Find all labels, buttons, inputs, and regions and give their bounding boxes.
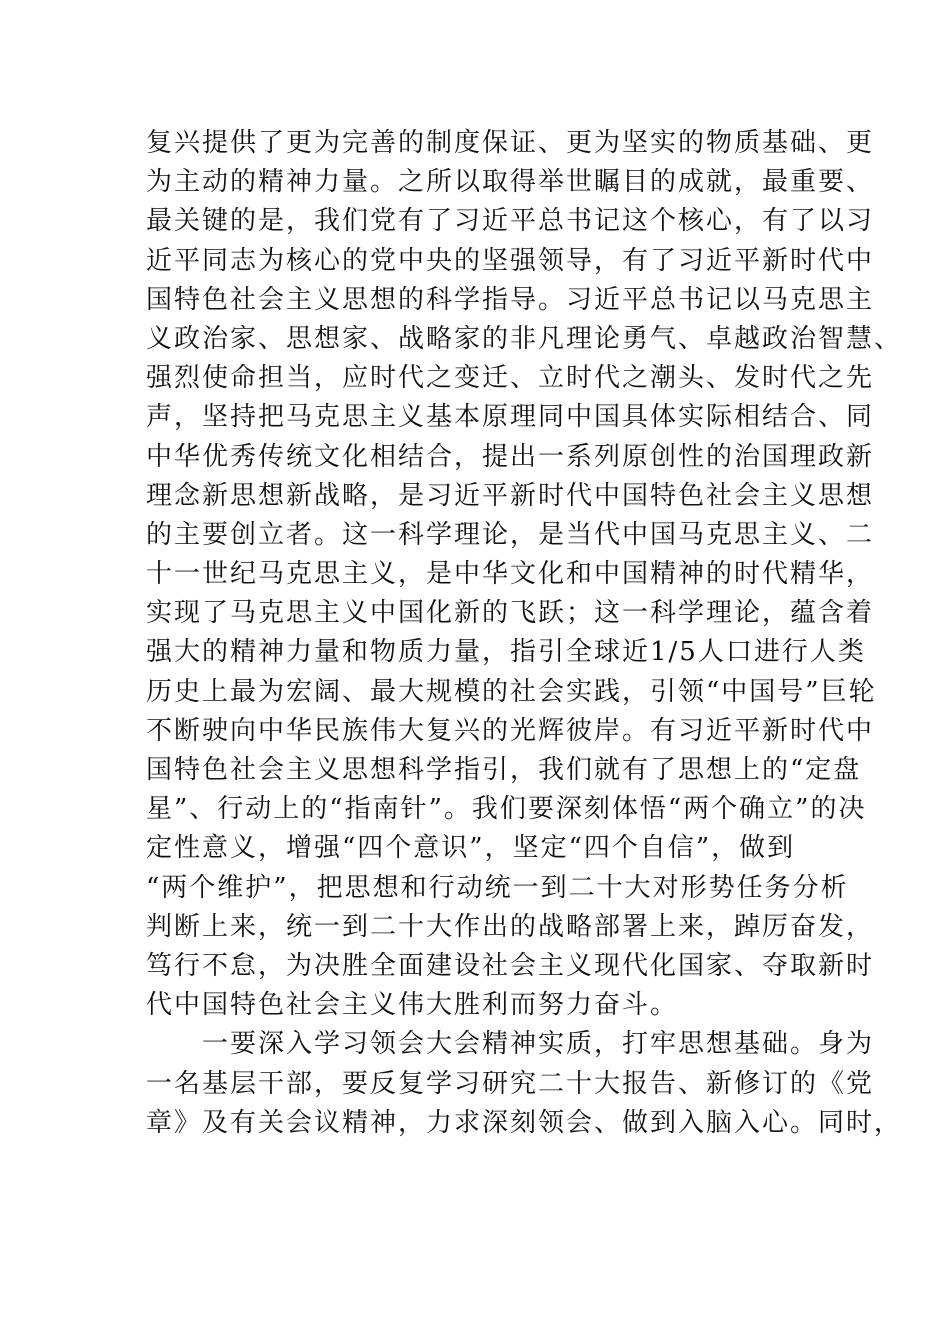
text-line: 一要深入学习领会大会精神实质，打牢思想基础。身为 — [202, 1029, 875, 1060]
text-line: 历史上最为宏阔、最大规模的社会实践，引领“中国号”巨轮 — [146, 676, 877, 707]
text-line: 章》及有关会议精神，力求深刻领会、做到入脑入心。同时， — [146, 1107, 903, 1138]
text-line: 星”、行动上的“指南针”。我们要深刻体悟“两个确立”的决 — [146, 794, 867, 825]
text-line: 国特色社会主义思想的科学指导。习近平总书记以马克思主 — [146, 284, 875, 315]
text-line: 近平同志为核心的党中央的坚强领导，有了习近平新时代中 — [146, 245, 875, 276]
paragraph-1 — [146, 124, 903, 1025]
text-line: 十一世纪马克思主义，是中华文化和中国精神的时代精华， — [146, 559, 875, 590]
text-line: 复兴提供了更为完善的制度保证、更为坚实的物质基础、更 — [146, 128, 875, 158]
text-line: 最关键的是，我们党有了习近平总书记这个核心，有了以习 — [146, 206, 875, 237]
text-line: 强大的精神力量和物质力量，指引全球近1/5人口进行人类 — [146, 637, 866, 668]
text-line: 笃行不怠，为决胜全面建设社会主义现代化国家、夺取新时 — [146, 950, 875, 981]
text-line: 国特色社会主义思想科学指引，我们就有了思想上的“定盘 — [146, 755, 862, 785]
text-line: 中华优秀传统文化相结合，提出一系列原创性的治国理政新 — [146, 441, 875, 472]
text-line: 声，坚持把马克思主义基本原理同中国具体实际相结合、同 — [146, 402, 875, 433]
paragraph-2 — [146, 1025, 903, 1143]
text-line: 的主要创立者。这一科学理论，是当代中国马克思主义、二 — [146, 519, 875, 550]
text-line: 强烈使命担当，应时代之变迁、立时代之潮头、发时代之先 — [146, 363, 875, 394]
text-line: 判断上来，统一到二十大作出的战略部署上来，踔厉奋发， — [146, 911, 875, 942]
text-line: 代中国特色社会主义伟大胜利而努力奋斗。 — [146, 990, 679, 1021]
document-body — [146, 124, 903, 1143]
text-line: 不断驶向中华民族伟大复兴的光辉彼岸。有习近平新时代中 — [146, 715, 875, 746]
text-line: 为主动的精神力量。之所以取得举世瞩目的成就，最重要、 — [146, 167, 875, 198]
text-line: 定性意义，增强“四个意识”，坚定“四个自信”，做到 — [146, 833, 796, 864]
text-line: 理念新思想新战略，是习近平新时代中国特色社会主义思想 — [146, 480, 875, 511]
text-line: “两个维护”，把思想和行动统一到二十大对形势任务分析 — [146, 872, 849, 903]
text-line: 义政治家、思想家、战略家的非凡理论勇气、卓越政治智慧、 — [146, 323, 903, 354]
text-line: 实现了马克思主义中国化新的飞跃；这一科学理论，蕴含着 — [146, 598, 875, 629]
text-line: 一名基层干部，要反复学习研究二十大报告、新修订的《党 — [146, 1068, 875, 1099]
